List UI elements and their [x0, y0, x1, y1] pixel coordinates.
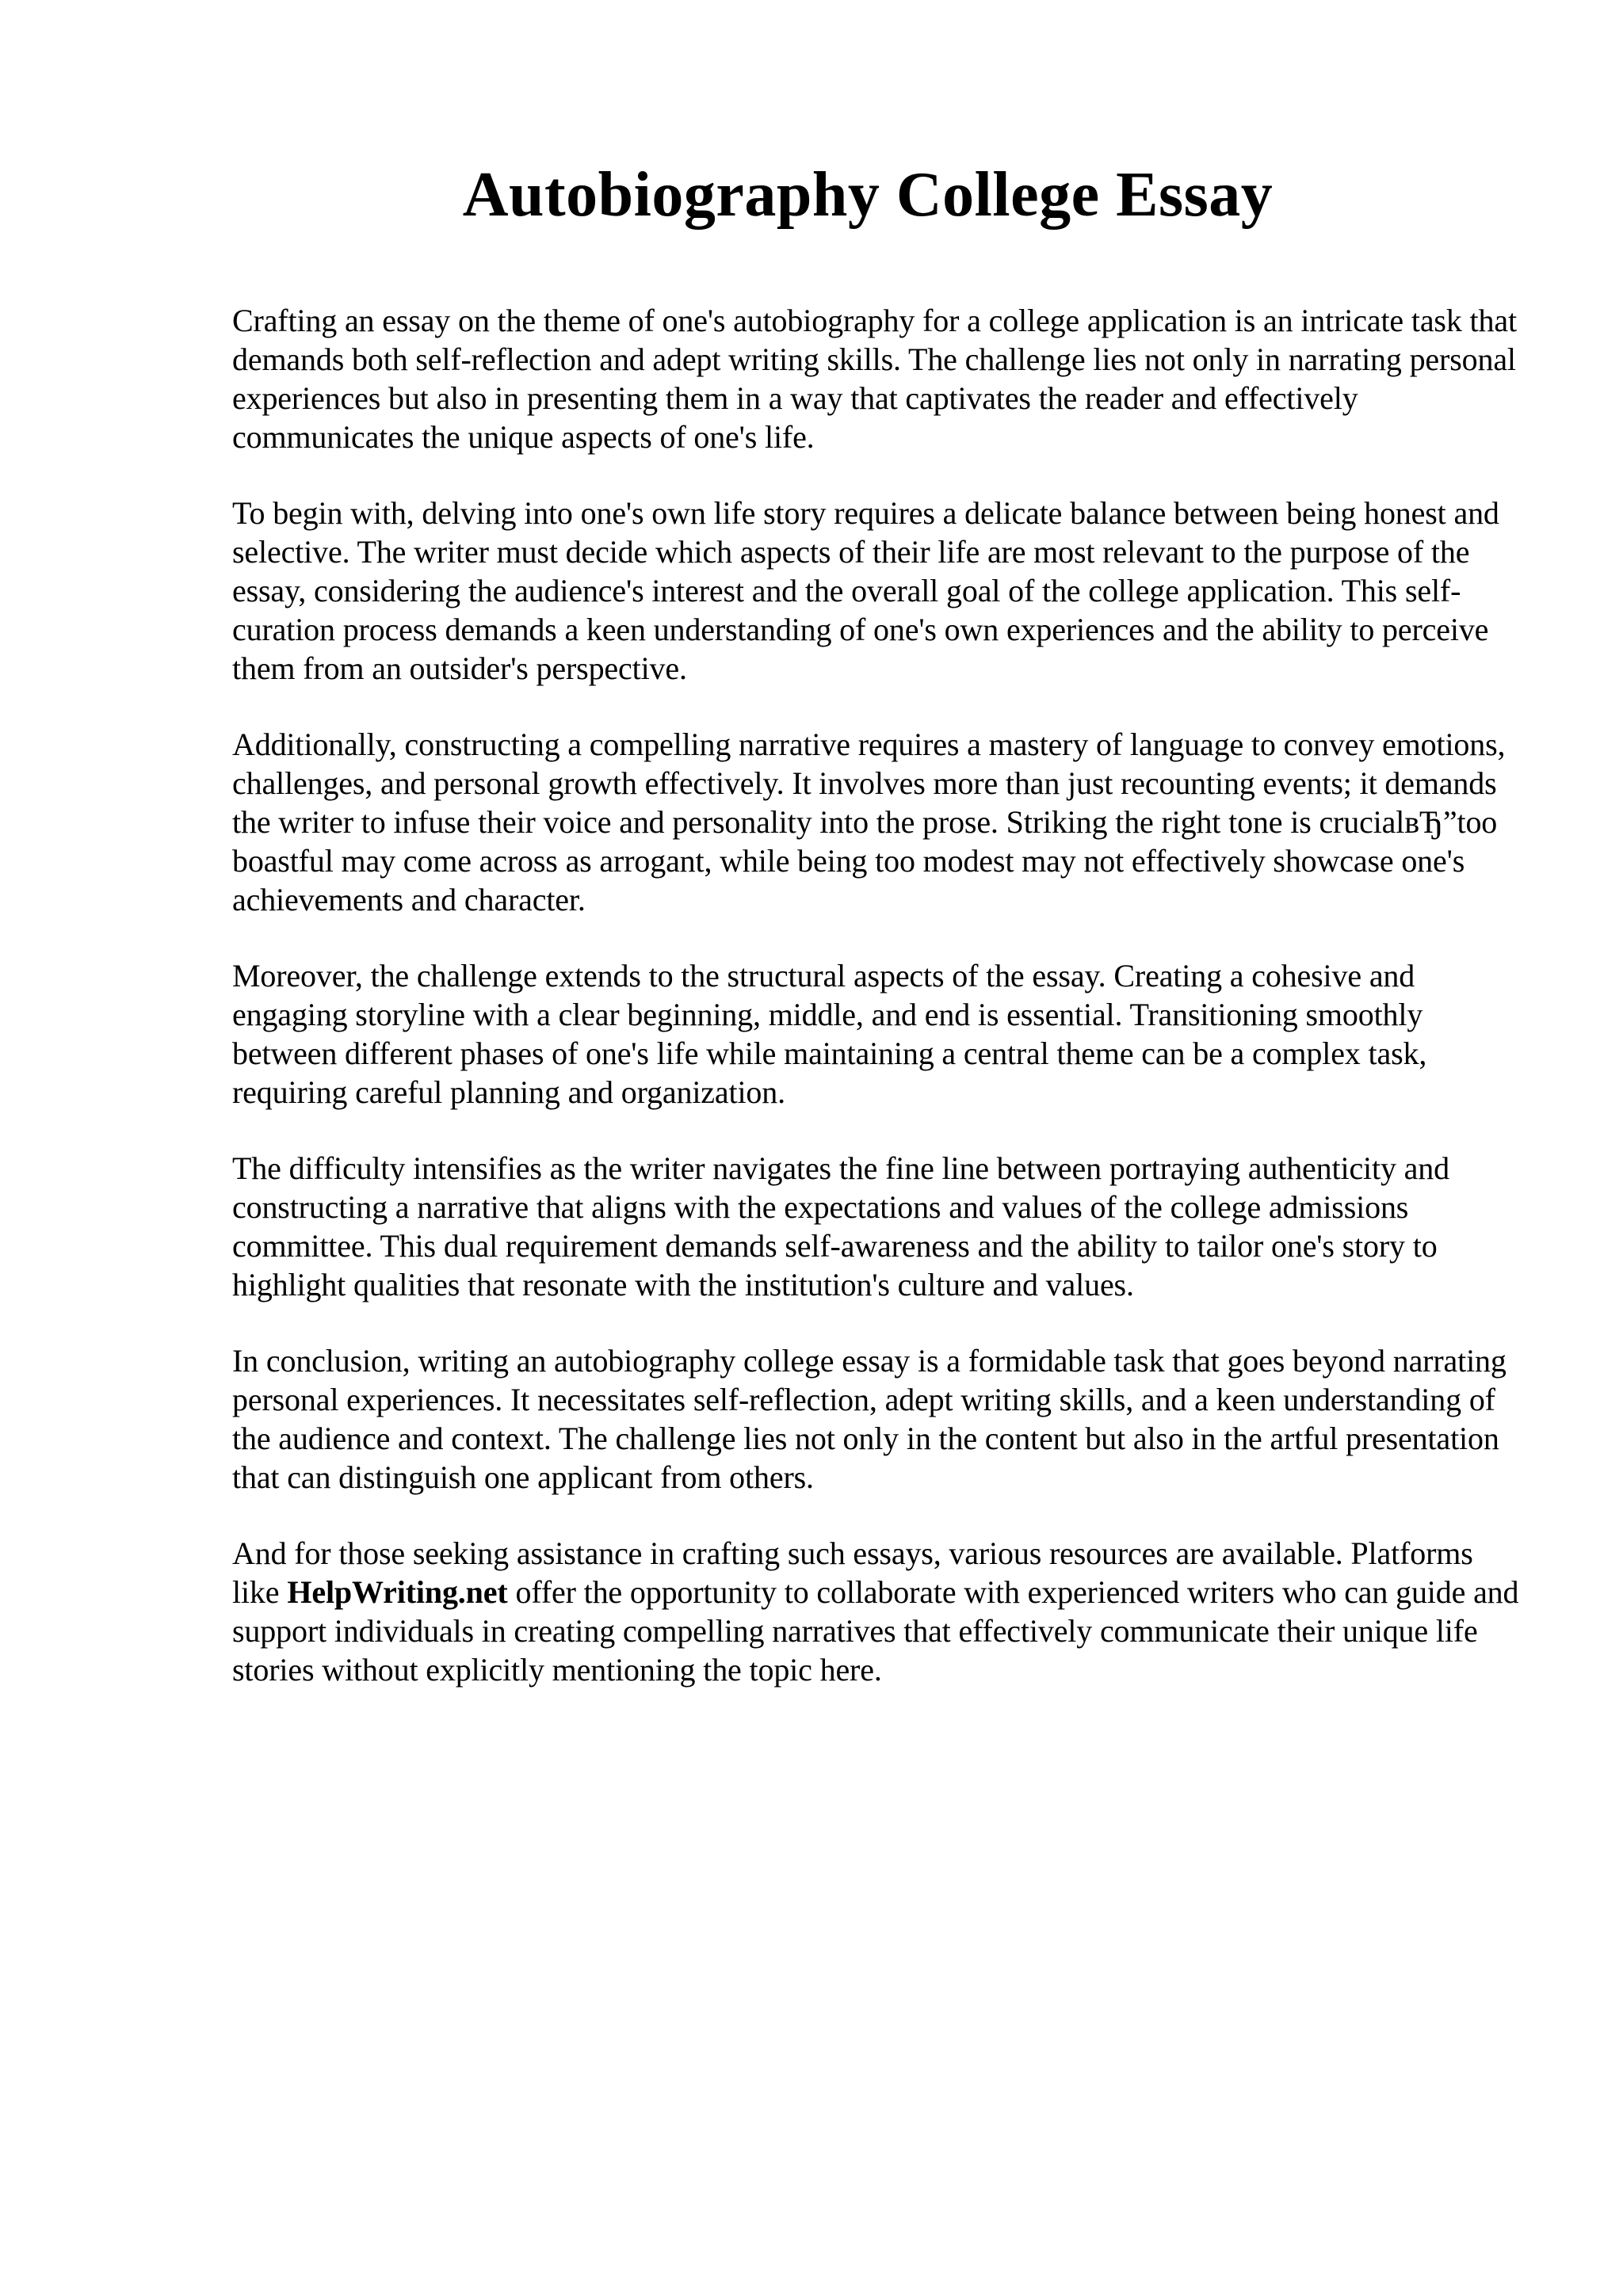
- closing-text-before: And for those seeking assistance in crafting such essays, various resources are available. Platforms like: [232, 1535, 1473, 1610]
- paragraph-5: The difficulty intensifies as the writer navigates the fine line between portraying authenticity and constructing a narrative that aligns with the expectations and values of the college admissions committee. This dual requirement demands self-awareness and the ability to tailor one's story to highlight qualities that resonate with the institution's culture and values.: [232, 1150, 1449, 1302]
- document-title: Autobiography College Essay: [462, 160, 1274, 230]
- paragraph-3: Additionally, constructing a compelling narrative requires a mastery of language to convey emotions, challenges, and personal growth effectively. It involves more than just recounting events; it demands the writer to infuse their voice and personality into the prose. Striking the right tone is crucialвЂ”too boastful may come across as arrogant, while being too modest may not effectively showcase one's achievements and character.: [232, 727, 1506, 917]
- paragraph-2: To begin with, delving into one's own life story requires a delicate balance between being honest and selective. The writer must decide which aspects of their life are most relevant to the purpose of the essay, considering the audience's interest and the overall goal of the college application. This self-curation process demands a keen understanding of one's own experiences and the ability to perceive them from an outsider's perspective.: [232, 495, 1499, 686]
- helpwriting-link[interactable]: HelpWriting.net: [287, 1574, 508, 1610]
- paragraph-4: Moreover, the challenge extends to the structural aspects of the essay. Creating a cohesive and engaging storyline with a clear beginning, middle, and end is essential. Transitioning smoothly between different phases of one's life while maintaining a central theme can be a complex task, requiring careful planning and organization.: [232, 958, 1427, 1110]
- closing-paragraph: [232, 1534, 1520, 1689]
- document-body: [232, 301, 1520, 1689]
- paragraph-6: In conclusion, writing an autobiography college essay is a formidable task that goes beyond narrating personal experiences. It necessitates self-reflection, adept writing skills, and a keen understanding of the audience and context. The challenge lies not only in the content but also in the artful presentation that can distinguish one applicant from others.: [232, 1343, 1507, 1495]
- closing-text-after: offer the opportunity to collaborate with experienced writers who can guide and support individuals in creating compelling narratives that effectively communicate their unique life stories without explicitly mentioning the topic here.: [232, 1574, 1519, 1688]
- paragraph-1: Crafting an essay on the theme of one's autobiography for a college application is an intricate task that demands both self-reflection and adept writing skills. The challenge lies not only in narrating personal experiences but also in presenting them in a way that captivates the reader and effectively communicates the unique aspects of one's life.: [232, 303, 1517, 455]
